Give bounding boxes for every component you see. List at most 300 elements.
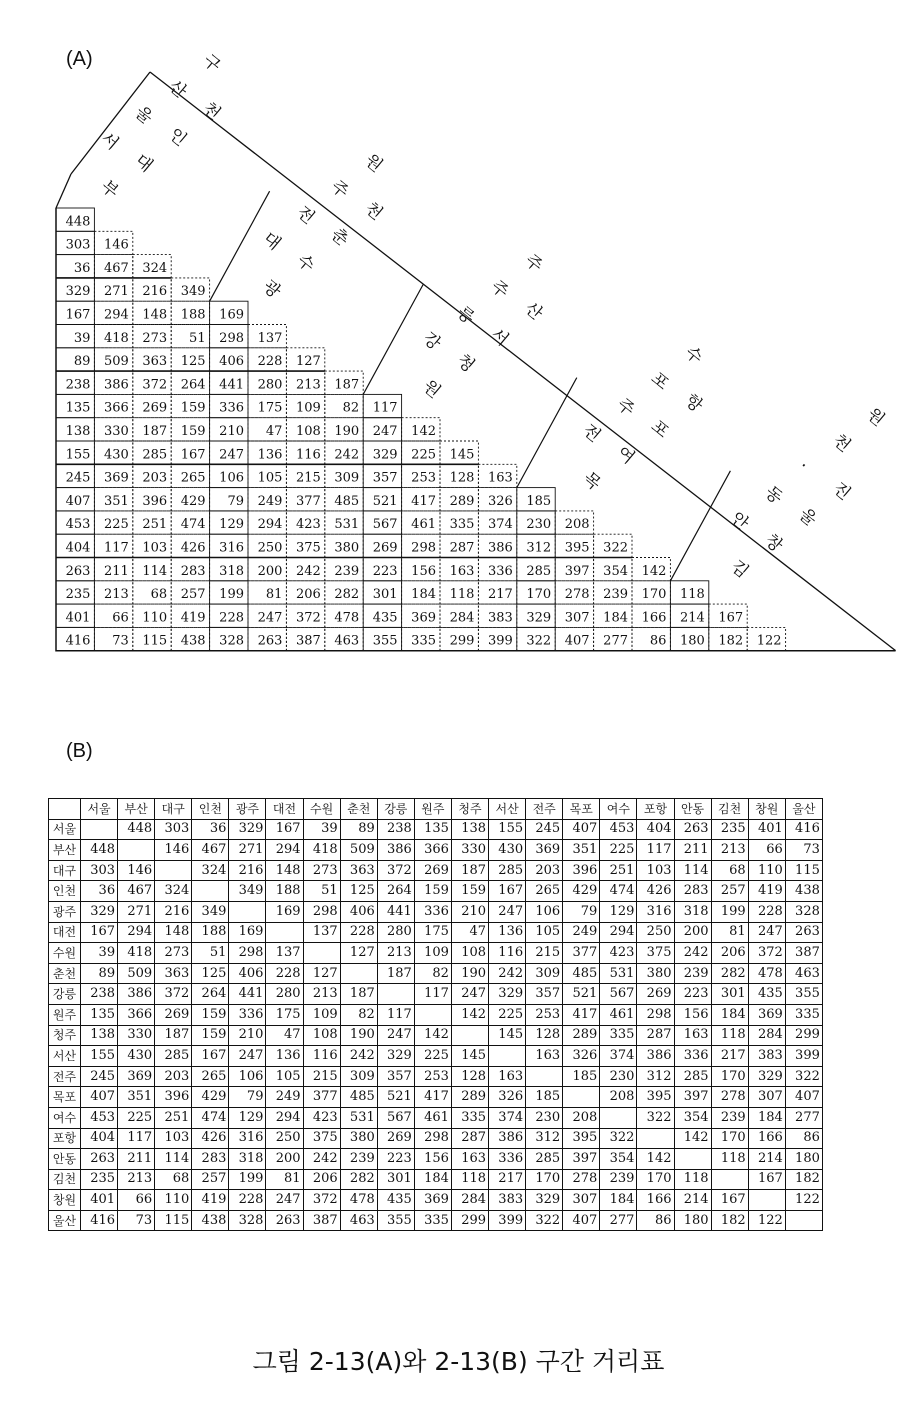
distance-cell: 170 [711,1066,748,1087]
distance-cell: 448 [81,840,118,861]
distance-cell: 418 [118,943,155,964]
distance-value: 106 [219,470,244,486]
diagonal-city-char: 울 [130,102,157,129]
distance-value: 474 [180,517,206,533]
distance-cell: 478 [340,1190,377,1211]
distance-cell [785,1210,822,1231]
distance-cell: 117 [377,1004,414,1025]
distance-value: 263 [257,633,283,649]
row-header: 원주 [49,1004,81,1025]
distance-cell: 419 [192,1190,229,1211]
distance-cell: 463 [340,1210,377,1231]
distance-cell: 136 [266,1046,303,1067]
distance-cell: 407 [81,1087,118,1108]
distance-cell: 167 [266,819,303,840]
table-row [49,922,823,943]
distance-value: 430 [103,447,129,463]
distance-value: 383 [487,610,513,626]
distance-value: 89 [73,354,91,370]
distance-cell: 329 [489,984,526,1005]
distance-cell: 82 [340,1004,377,1025]
distance-cell: 137 [266,943,303,964]
distance-cell: 250 [266,1128,303,1149]
distance-cell: 36 [192,819,229,840]
table-row [49,819,823,840]
distance-cell: 335 [451,1107,488,1128]
distance-value: 142 [641,563,667,579]
distance-value: 125 [180,354,206,370]
distance-cell: 239 [600,1169,637,1190]
distance-cell: 329 [229,819,266,840]
distance-value: 253 [411,470,436,486]
distance-cell: 127 [303,963,340,984]
diagonal-city-char: 인 [164,124,191,151]
distance-cell: 250 [637,922,674,943]
distance-cell: 280 [266,984,303,1005]
distance-value: 417 [411,493,436,509]
diagonal-city-char: 주 [326,176,353,203]
distance-cell: 351 [118,1087,155,1108]
distance-cell: 230 [600,1066,637,1087]
distance-value: 86 [649,633,667,649]
diagonal-city-char: 천 [198,98,225,125]
distance-value: 521 [372,493,398,509]
distance-value: 298 [411,540,436,556]
distance-cell: 115 [785,860,822,881]
distance-value: 170 [641,587,667,603]
distance-cell: 303 [155,819,192,840]
distance-cell: 156 [674,1004,711,1025]
distance-value: 175 [257,400,283,416]
distance-value: 438 [180,633,206,649]
table-row [49,943,823,964]
distance-cell: 263 [785,922,822,943]
distance-value: 250 [257,540,283,556]
table-row [49,963,823,984]
distance-value: 294 [257,517,283,533]
distance-cell: 114 [674,860,711,881]
distance-cell: 269 [155,1004,192,1025]
distance-cell: 509 [118,963,155,984]
column-header: 원주 [414,799,451,820]
distance-value: 386 [487,540,513,556]
distance-value: 328 [219,633,244,649]
distance-cell: 228 [748,901,785,922]
distance-cell: 114 [155,1149,192,1170]
distance-value: 369 [103,470,129,486]
distance-cell: 129 [600,901,637,922]
distance-cell: 185 [563,1066,600,1087]
distance-cell: 47 [451,922,488,943]
diagonal-city-char: 창 [760,530,787,557]
distance-cell [340,963,377,984]
distance-cell: 336 [414,901,451,922]
distance-cell: 245 [526,819,563,840]
distance-cell: 210 [451,901,488,922]
distance-value: 242 [334,447,360,463]
distance-cell: 441 [377,901,414,922]
distance-cell: 115 [155,1210,192,1231]
distance-value: 377 [295,493,321,509]
distance-value: 461 [411,517,436,533]
distance-cell: 170 [526,1169,563,1190]
distance-cell: 407 [563,1210,600,1231]
distance-value: 318 [219,563,244,579]
distance-cell: 257 [711,881,748,902]
distance-cell [526,1066,563,1087]
distance-cell: 423 [600,943,637,964]
distance-cell [229,901,266,922]
column-header: 광주 [229,799,266,820]
distance-cell: 336 [674,1046,711,1067]
distance-cell [711,1169,748,1190]
distance-value: 180 [679,633,705,649]
diagonal-city-char: 수 [680,342,707,369]
distance-cell: 453 [600,819,637,840]
row-header: 광주 [49,901,81,922]
distance-cell: 235 [711,819,748,840]
distance-cell: 125 [340,881,377,902]
table-row [49,1107,823,1128]
distance-cell [674,1149,711,1170]
distance-value: 51 [189,330,206,346]
outer-edge-left [56,174,71,208]
distance-value: 223 [372,563,398,579]
distance-value: 372 [142,377,168,393]
distance-value: 170 [526,587,552,603]
diagonal-city-char: 항 [680,390,707,417]
distance-value: 322 [526,633,552,649]
distance-cell [377,984,414,1005]
distance-cell: 228 [229,1190,266,1211]
distance-value: 228 [257,354,283,370]
distance-value: 284 [449,610,475,626]
distance-value: 167 [718,610,744,626]
distance-cell: 47 [266,1025,303,1046]
distance-value: 129 [219,517,244,533]
distance-cell: 374 [600,1046,637,1067]
distance-cell: 387 [785,943,822,964]
diagonal-city-char: 천 [828,430,855,457]
distance-cell: 312 [526,1128,563,1149]
distance-cell: 404 [637,819,674,840]
distance-cell: 216 [155,901,192,922]
distance-value: 109 [295,400,321,416]
distance-cell: 187 [451,860,488,881]
distance-cell: 238 [81,984,118,1005]
distance-value: 441 [219,377,244,393]
distance-value: 322 [603,540,628,556]
distance-cell: 509 [340,840,377,861]
row-header: 포항 [49,1128,81,1149]
distance-cell: 283 [192,1149,229,1170]
distance-value: 239 [334,563,360,579]
distance-cell: 363 [155,963,192,984]
distance-cell: 386 [118,984,155,1005]
distance-value: 146 [103,237,129,253]
distance-value: 203 [142,470,168,486]
distance-value: 401 [65,610,91,626]
distance-cell: 167 [81,922,118,943]
diagonal-city-char: 울 [794,504,821,531]
distance-cell: 328 [785,901,822,922]
distance-cell: 251 [155,1107,192,1128]
distance-cell: 128 [526,1025,563,1046]
table-row [49,860,823,881]
distance-cell: 142 [414,1025,451,1046]
distance-cell: 326 [489,1087,526,1108]
distance-value: 282 [334,587,360,603]
distance-value: 316 [219,540,244,556]
distance-value: 283 [180,563,206,579]
group-divider-line [670,471,730,581]
row-header: 대전 [49,922,81,943]
distance-cell: 223 [674,984,711,1005]
distance-cell: 273 [155,943,192,964]
distance-cell: 51 [192,943,229,964]
distance-value: 208 [564,517,590,533]
distance-cell: 187 [340,984,377,1005]
column-header: 강릉 [377,799,414,820]
distance-value: 265 [180,470,206,486]
distance-value: 199 [219,587,244,603]
distance-cell: 285 [489,860,526,881]
table-row [49,1004,823,1025]
group-divider-line [363,284,423,394]
distance-cell: 278 [711,1087,748,1108]
distance-cell: 407 [563,819,600,840]
distance-cell: 485 [340,1087,377,1108]
distance-value: 335 [411,633,436,649]
distance-cell: 430 [489,840,526,861]
distance-cell: 182 [711,1210,748,1231]
distance-cell: 399 [785,1046,822,1067]
distance-value: 418 [103,330,129,346]
distance-cell: 216 [229,860,266,881]
diagonal-city-char: 산 [164,76,191,103]
distance-cell: 155 [489,819,526,840]
distance-cell: 213 [711,840,748,861]
distance-cell: 387 [303,1210,340,1231]
distance-value: 429 [180,493,206,509]
distance-cell: 188 [192,922,229,943]
table-row [49,1046,823,1067]
distance-value: 336 [219,400,244,416]
distance-cell: 185 [526,1087,563,1108]
distance-cell: 485 [563,963,600,984]
distance-value: 264 [180,377,206,393]
distance-value: 156 [411,563,436,579]
distance-cell: 253 [414,1066,451,1087]
distance-cell: 318 [229,1149,266,1170]
distance-value: 467 [103,260,129,276]
distance-cell: 156 [414,1149,451,1170]
distance-value: 108 [295,424,321,439]
distance-cell: 109 [414,943,451,964]
distance-value: 269 [372,540,398,556]
distance-value: 228 [219,610,244,626]
distance-cell: 567 [377,1107,414,1128]
distance-cell: 182 [785,1169,822,1190]
distance-cell: 265 [192,1066,229,1087]
distance-value: 478 [334,610,360,626]
distance-value: 242 [295,563,321,579]
distance-cell: 372 [155,984,192,1005]
distance-cell: 375 [303,1128,340,1149]
distance-cell: 116 [303,1046,340,1067]
distance-value: 184 [603,610,628,626]
distance-value: 396 [142,493,168,509]
distance-cell: 127 [340,943,377,964]
table-row [49,1128,823,1149]
distance-cell: 366 [118,1004,155,1025]
distance-value: 363 [142,354,168,370]
distance-cell: 269 [377,1128,414,1149]
distance-cell: 298 [414,1128,451,1149]
distance-cell: 316 [637,901,674,922]
distance-value: 213 [295,377,321,393]
distance-cell: 230 [526,1107,563,1128]
distance-cell: 235 [81,1169,118,1190]
row-header: 수원 [49,943,81,964]
distance-cell: 257 [192,1169,229,1190]
distance-cell: 167 [711,1190,748,1211]
distance-cell: 461 [600,1004,637,1025]
distance-cell [637,1128,674,1149]
distance-cell: 163 [526,1046,563,1067]
distance-cell: 435 [748,984,785,1005]
column-header: 김천 [711,799,748,820]
row-header: 인천 [49,881,81,902]
row-header: 창원 [49,1190,81,1211]
distance-cell: 155 [81,1046,118,1067]
diagonal-city-char: 수 [292,250,319,277]
distance-value: 386 [103,377,129,393]
distance-cell: 208 [563,1107,600,1128]
distance-cell: 106 [229,1066,266,1087]
distance-value: 273 [142,330,168,346]
distance-value: 159 [180,400,206,416]
distance-value: 247 [257,610,283,626]
distance-cell: 184 [748,1107,785,1128]
distance-cell: 329 [377,1046,414,1067]
distance-cell: 283 [674,881,711,902]
distance-cell: 211 [118,1149,155,1170]
distance-cell: 474 [600,881,637,902]
distance-cell: 137 [303,922,340,943]
distance-value: 166 [641,610,667,626]
distance-cell: 335 [414,1210,451,1231]
distance-value: 82 [342,400,360,416]
distance-cell: 110 [748,860,785,881]
diagonal-city-char: 주 [486,276,513,303]
distance-cell: 349 [192,901,229,922]
distance-cell: 397 [674,1087,711,1108]
distance-cell: 217 [489,1169,526,1190]
distance-cell: 206 [303,1169,340,1190]
distance-value: 426 [180,540,206,556]
distance-cell: 416 [81,1210,118,1231]
distance-value: 336 [487,563,513,579]
row-header: 춘천 [49,963,81,984]
distance-cell: 142 [674,1128,711,1149]
distance-cell: 355 [785,984,822,1005]
distance-cell [118,840,155,861]
distance-value: 117 [372,400,398,416]
distance-cell: 247 [229,1046,266,1067]
distance-cell: 117 [118,1128,155,1149]
distance-value: 47 [265,424,283,439]
distance-cell: 330 [451,840,488,861]
distance-value: 335 [449,517,475,533]
distance-value: 211 [103,563,129,579]
distance-cell: 146 [155,840,192,861]
distance-value: 329 [526,610,552,626]
distance-cell: 467 [118,881,155,902]
diagonal-city-char: 김 [726,556,753,583]
row-header: 강릉 [49,984,81,1005]
diagonal-city-char: 서 [486,324,513,351]
group-divider-line [210,191,270,301]
column-header: 춘천 [340,799,377,820]
distance-value: 257 [180,587,206,603]
column-header: 부산 [118,799,155,820]
distance-value: 380 [334,540,360,556]
distance-value: 309 [334,470,360,486]
distance-cell: 118 [451,1169,488,1190]
distance-value: 81 [265,587,283,603]
distance-value: 372 [295,610,321,626]
distance-cell: 242 [674,943,711,964]
distance-cell: 322 [600,1128,637,1149]
distance-value: 79 [227,493,244,509]
distance-value: 354 [603,563,628,579]
distance-cell: 399 [489,1210,526,1231]
distance-value: 118 [449,587,475,603]
distance-cell: 453 [81,1107,118,1128]
distance-cell: 448 [118,819,155,840]
column-header: 여수 [600,799,637,820]
distance-cell: 463 [785,963,822,984]
distance-value: 278 [564,587,590,603]
diagonal-city-char: 구 [198,50,225,77]
distance-cell: 418 [303,840,340,861]
distance-cell: 225 [414,1046,451,1067]
distance-cell: 307 [748,1087,785,1108]
distance-value: 369 [411,610,436,626]
distance-value: 387 [295,633,321,649]
distance-cell: 298 [637,1004,674,1025]
diagonal-city-char: 원 [862,404,889,431]
distance-value: 251 [142,517,168,533]
distance-cell: 329 [526,1190,563,1211]
diagonal-city-char: 진 [828,478,855,505]
distance-value: 329 [372,447,398,463]
distance-value: 485 [334,493,360,509]
distance-value: 200 [257,563,283,579]
distance-cell: 531 [340,1107,377,1128]
distance-cell: 242 [303,1149,340,1170]
distance-cell: 117 [637,840,674,861]
distance-cell: 397 [563,1149,600,1170]
distance-cell: 135 [414,819,451,840]
distance-cell: 66 [118,1190,155,1211]
distance-cell: 375 [637,943,674,964]
row-header: 전주 [49,1066,81,1087]
distance-value: 105 [257,470,283,486]
distance-cell [192,881,229,902]
distance-cell: 213 [303,984,340,1005]
